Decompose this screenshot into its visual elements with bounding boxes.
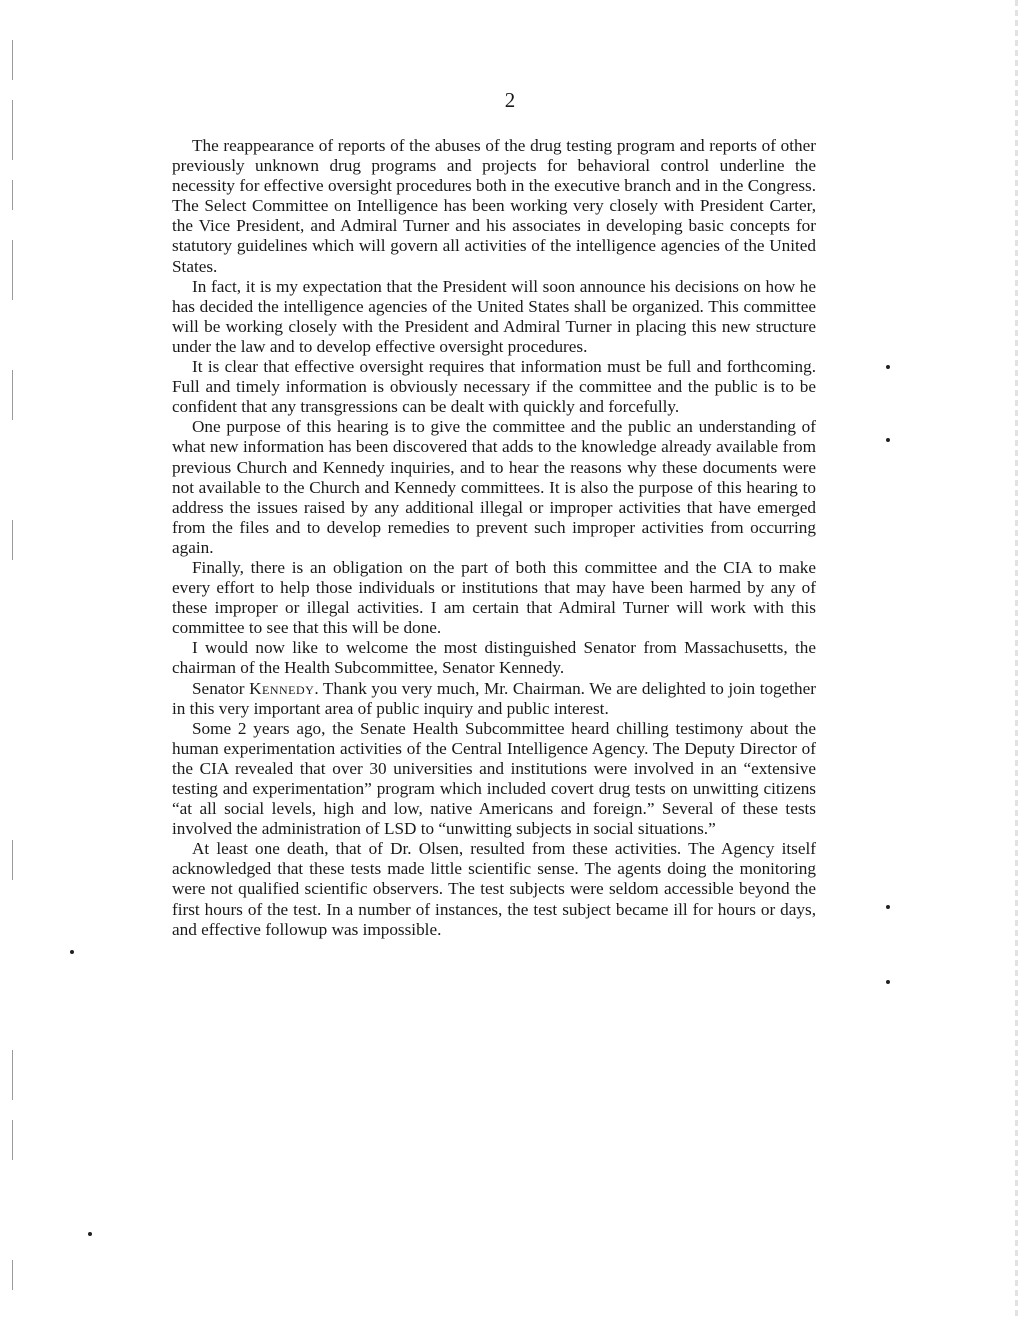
margin-dot — [886, 365, 890, 369]
binding-edge-mark — [12, 1050, 13, 1100]
margin-dot — [886, 980, 890, 984]
binding-edge-mark — [12, 520, 13, 560]
paragraph-kennedy-remarks — [172, 679, 816, 719]
margin-dot — [886, 438, 890, 442]
paragraph-human-experimentation: Some 2 years ago, the Senate Health Subcommittee heard chilling testimony about the human experimentation activities of the Central Intelligence Agency. The Deputy Director of the CIA revealed that over 30 universities and institutions were involved in an “extensive testing and experimentation” program which included covert drug tests on unwitting citizens “at all social levels, high and low, native Americans and foreign.” Several of these tests involved the administration of LSD to “unwitting subjects in social situations.” — [172, 718, 816, 839]
page-number: 2 — [504, 88, 516, 112]
speaker-statement: . Thank you very much, Mr. Chairman. We are delighted to join together in this very important area of public inquiry and public interest. — [172, 678, 817, 718]
margin-dot — [88, 1232, 92, 1236]
binding-edge-mark — [12, 840, 13, 880]
paragraph-hearing-purpose: One purpose of this hearing is to give the committee and the public an understanding of what new information has been discovered that adds to the knowledge already available from previous Church and Kennedy inquiries, and to hear the reasons why these documents were not available to the Church and Kennedy committees. It is also the purpose of this hearing to address the issues raised by any additional illegal or improper activities that have emerged from the files and to develop remedies to prevent such improper activities from occurring again. — [172, 417, 816, 557]
margin-dot — [886, 905, 890, 909]
paragraph-oversight: The reappearance of reports of the abuses of the drug testing program and reports of other previously unknown drug programs and projects for behavioral control underline the necessity for effective oversight procedures both in the executive branch and in the Congress. The Select Committee on Intelligence has been working very closely with President Carter, the Vice President, and Admiral Turner and his associates in developing basic concepts for statutory guidelines which will govern all activities of the intelligence agencies of the United States. — [172, 136, 816, 276]
scan-edge-right — [1015, 0, 1018, 1320]
paragraph-full-information: It is clear that effective oversight requires that information must be full and forthcoming. Full and timely information is obviously necessary if the committee and the public is to be confident that any transgressions can be dealt with quickly and forcefully. — [172, 357, 816, 417]
binding-edge-mark — [12, 1260, 13, 1290]
speaker-name: Kennedy — [249, 678, 315, 698]
binding-edge-mark — [12, 180, 13, 210]
binding-edge-mark — [12, 240, 13, 300]
paragraph-welcome: I would now like to welcome the most distinguished Senator from Massachusetts, the chairman of the Health Subcommittee, Senator Kennedy. — [172, 638, 816, 678]
speaker-prefix: Senator — [192, 678, 245, 698]
paragraph-obligation: Finally, there is an obligation on the part of both this committee and the CIA to make every effort to help those individuals or institutions that may have been harmed by any of these improper or illegal activities. I am certain that Admiral Turner will work with this committee to see that this will be done. — [172, 557, 816, 638]
body-text — [172, 136, 816, 940]
binding-edge-mark — [12, 1120, 13, 1160]
binding-edge-mark — [12, 40, 13, 80]
margin-dot — [70, 950, 74, 954]
paragraph-olsen-death: At least one death, that of Dr. Olsen, resulted from these activities. The Agency itself acknowledged that these tests made little scientific sense. The agents doing the monitoring were not qualified scientific observers. The test subjects were seldom accessible beyond the first hours of the test. In a number of instances, the test subject became ill for hours or days, and effective followup was impossible. — [172, 839, 816, 939]
binding-edge-mark — [12, 370, 13, 420]
paragraph-president-announcement: In fact, it is my expectation that the President will soon announce his decisions on how he has decided the intelligence agencies of the United States shall be organized. This committee will be working closely with the President and Admiral Turner in placing this new structure under the law and to develop effective oversight procedures. — [172, 276, 816, 356]
